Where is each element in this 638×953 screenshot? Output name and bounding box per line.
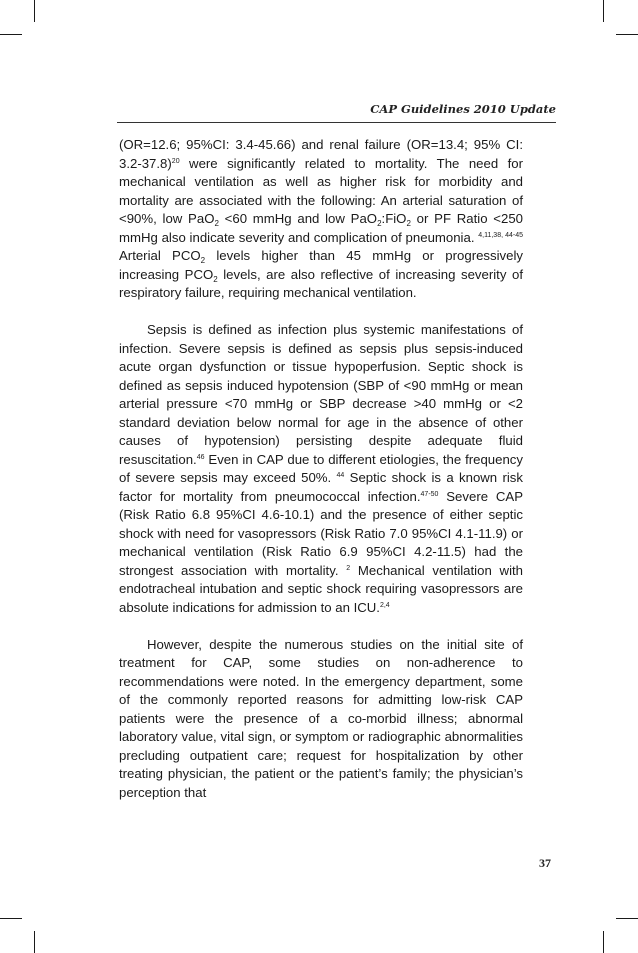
page-number: 37 [539,856,551,870]
running-header: CAP Guidelines 2010 Update [370,102,556,116]
text-span: levels, are also reflective of increasing severity of respiratory failure, requiring mechanical ventilation. [119,266,523,300]
crop-mark-top-right-vertical [603,0,604,22]
text-span: levels higher than 45 mmHg or progressively increasing PCO [119,248,524,282]
text-span: Severe CAP (Risk Ratio 6.8 95%CI 4.6-10.1) and the presence of either septic shock with need for vasopressors (Risk Ratio 7.0 95%CI 4.1-11.9) or mechanical ventilation (Risk Ratio 6.9 95%CI 4.2-11.5) had the strongest association with mortality. [119,488,523,578]
subscript: 2 [213,274,218,284]
citation: 4,11,38, 44-45 [478,231,523,239]
paragraph-1 [119,136,523,303]
text-span: or PF Ratio <250 mmHg also indicate severity and complication of pneumonia. [119,211,523,245]
crop-mark-top-left-vertical [34,0,35,22]
text-span: Septic shock is a known risk factor for mortality from pneumococcal infection. [119,470,523,504]
text-span: Arterial PCO [119,248,201,263]
citation: 20 [171,157,180,165]
crop-mark-bottom-left-vertical [34,931,35,953]
subscript: 2 [214,219,219,228]
citation: 46 [196,453,205,461]
paragraph-2 [119,321,523,617]
crop-mark-top-right-horizontal [616,34,638,35]
crop-mark-bottom-right-vertical [603,931,604,953]
text-span: were significantly related to mortality. The need for mechanical ventilation as well as higher risk for morbidity and mortality are associated with the following: An arterial saturation of <90%, low PaO [119,155,523,226]
crop-mark-bottom-right-horizontal [616,918,638,919]
header-rule [117,122,556,123]
text-span: Even in CAP due to different etiologies, the frequency of severe sepsis may exceed 50%. [119,451,523,485]
paragraph-3 [119,636,523,803]
text-span: (OR=12.6; 95%CI: 3.4-45.66) and renal failure (OR=13.4; 95% CI: 3.2-37.8) [119,137,523,171]
text-span: Sepsis is defined as infection plus systemic manifestations of infection. Severe sepsis is defined as sepsis plus sepsis-induced acute organ dysfunction or tissue hypoperfusion. Septic shock is defined as sepsis induced hypotension (SBP of <90 mmHg or mean arterial pressure <70 mmHg or SBP decrease >40 mmHg or <2 standard deviation below normal for age in the absence of other causes of hypotension) persisting despite adequate fluid resuscitation. [119,322,523,467]
crop-mark-bottom-left-horizontal [0,918,22,919]
subscript: 2 [377,219,382,228]
subscript: 2 [200,256,206,265]
citation: 47-50 [420,490,439,498]
citation: 2 [346,564,351,572]
citation: 44 [336,472,345,479]
text-span: :FiO [381,211,407,226]
crop-mark-top-left-horizontal [0,34,22,35]
body-text [119,136,523,802]
text-span: However, despite the numerous studies on the initial site of treatment for CAP, some studies on non-adherence to recommendations were noted. In the emergency department, some of the commonly reported reasons for admitting low-risk CAP patients were the presence of a co-morbid illness; abnormal laboratory value, vital sign, or symptom or radiographic abnormalities precluding outpatient care; request for hospitalization by other treating physician, the patient or the patient’s family; the physician’s perception that [119,636,523,800]
citation: 2,4 [379,601,390,609]
text-span: Mechanical ventilation with endotracheal intubation and septic shock requiring vasopressors are absolute indications for admission to an ICU. [119,562,523,615]
subscript: 2 [406,219,411,228]
text-span: <60 mmHg and low PaO [218,211,378,226]
